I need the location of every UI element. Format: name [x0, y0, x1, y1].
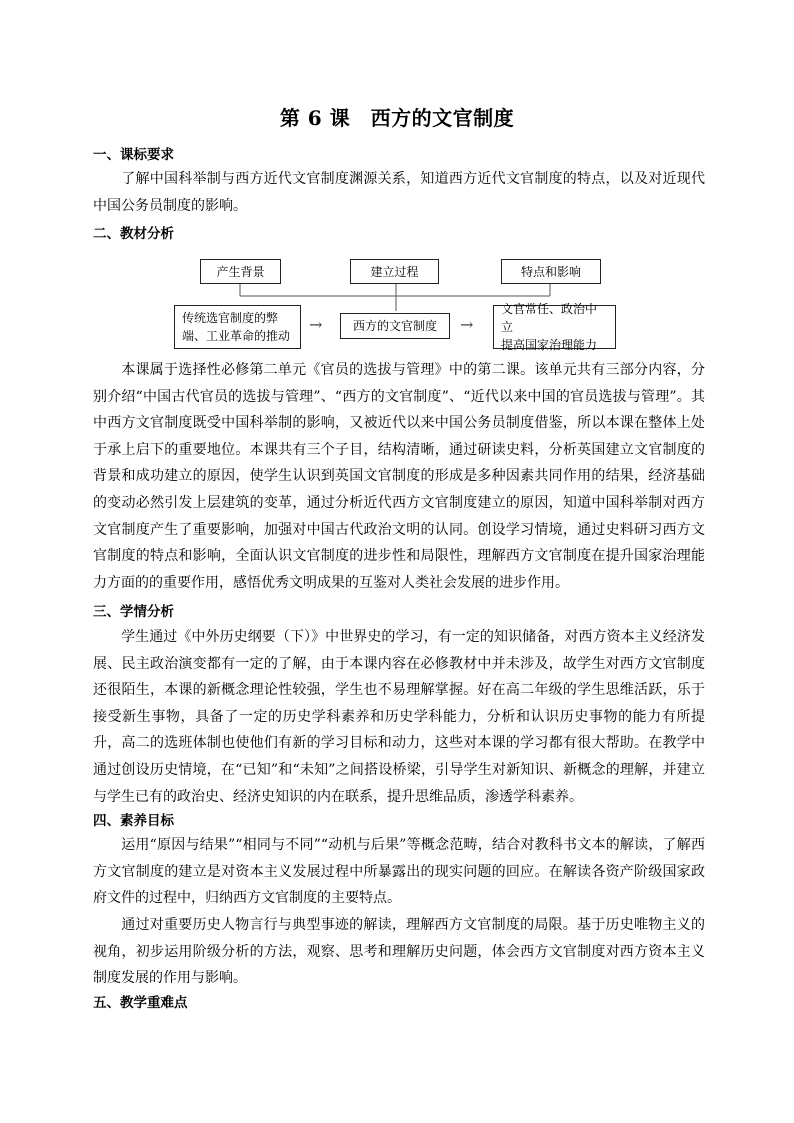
section-heading-goals: 四、素养目标	[93, 813, 174, 829]
arrow-right-icon: →	[309, 315, 323, 334]
paragraph-textbook-analysis	[93, 357, 705, 596]
box-causes	[174, 305, 301, 349]
section-heading-key-points: 五、教学重难点	[93, 995, 188, 1011]
paragraph-text: 运用“原因与结果”“相同与不同”“动机与后果”等概念范畴，结合对教科书文本的解读，了解西方文官制度的建立是对资本主义发展过程中所暴露出的现实问题的回应。在解读各资产阶级国家政府文件的过程中，归纳西方文官制度的主要特点。	[93, 837, 705, 907]
paragraph-curriculum	[93, 166, 705, 219]
paragraph-text: 了解中国科举制与西方近代文官制度渊源关系，知道西方近代文官制度的特点，以及对近现代中国公务员制度的影响。	[93, 171, 705, 214]
paragraph-text: 本课属于选择性必修第二单元《官员的选拔与管理》中的第二课。该单元共有三部分内容，分别介绍“中国古代官员的选拔与管理”、“西方的文官制度”、“近代以来中国的官员选拔与管理”。其中西方文官制度既受中国科举制的影响，又被近代以来中国公务员制度借鉴，所以本课在整体上处于承上启下的重要地位。本课共有三个子目，结构清晰，通过研读史料，分析英国建立文官制度的背景和成功建立的原因，使学生认识到英国文官制度的形成是多种因素共同作用的结果，经济基础的变动必然引发上层建筑的变革，通过分析近代西方文官制度建立的原因，知道中国科举制对西方文官制度产生了重要影响，加强对中国古代政治文明的认同。创设学习情境，通过史料研习西方文官制度的特点和影响，全面认识文官制度的进步性和局限性，理解西方文官制度在提升国家治理能力方面的的重要作用，感悟优秀文明成果的互鉴对人类社会发展的进步作用。	[93, 362, 705, 591]
page-title: 第 6 课 西方的文官制度	[279, 106, 515, 130]
section-heading-textbook: 二、教材分析	[93, 226, 174, 242]
section-heading-learners: 三、学情分析	[93, 604, 174, 620]
paragraph-goals-1	[93, 832, 705, 912]
box-characteristics-line1: 文官常任、政治中立	[501, 302, 598, 334]
box-causes-line1: 传统选官制度的弊	[182, 311, 279, 325]
box-characteristics-line2: 提高国家治理能力	[501, 338, 598, 352]
arrow-right-icon: →	[460, 315, 474, 334]
box-features: 特点和影响	[501, 259, 601, 284]
box-establishment: 建立过程	[350, 259, 439, 284]
paragraph-goals-2	[93, 912, 705, 992]
paragraph-text: 通过对重要历史人物言行与典型事迹的解读，理解西方文官制度的局限。基于历史唯物主义的视角，初步运用阶级分析的方法，观察、思考和理解历史问题，体会西方文官制度对西方资本主义制度发展的作用与影响。	[93, 917, 705, 987]
box-causes-line2: 端、工业革命的推动	[182, 329, 291, 343]
paragraph-text: 学生通过《中外历史纲要（下）》中世界史的学习，有一定的知识储备，对西方资本主义经济发展、民主政治演变都有一定的了解，由于本课内容在必修教材中并未涉及，故学生对西方文官制度还很陌生，本课的新概念理论性较强，学生也不易理解掌握。好在高二年级的学生思维活跃，乐于接受新生事物，具备了一定的历史学科素养和历史学科能力，分析和认识历史事物的能力有所提升，高二的选班体制也使他们有新的学习目标和动力，这些对本课的学习都有很大帮助。在教学中通过创设历史情境，在“已知”和“未知”之间搭设桥梁，引导学生对新知识、新概念的理解，并建立与学生已有的政治史、经济史知识的内在联系，提升思维品质，渗透学科素养。	[93, 629, 705, 805]
box-background: 产生背景	[200, 259, 281, 284]
box-western-civil-service: 西方的文官制度	[340, 313, 450, 339]
box-characteristics	[493, 302, 616, 352]
section-heading-curriculum: 一、课标要求	[93, 147, 174, 163]
paragraph-learner-analysis	[93, 624, 705, 810]
